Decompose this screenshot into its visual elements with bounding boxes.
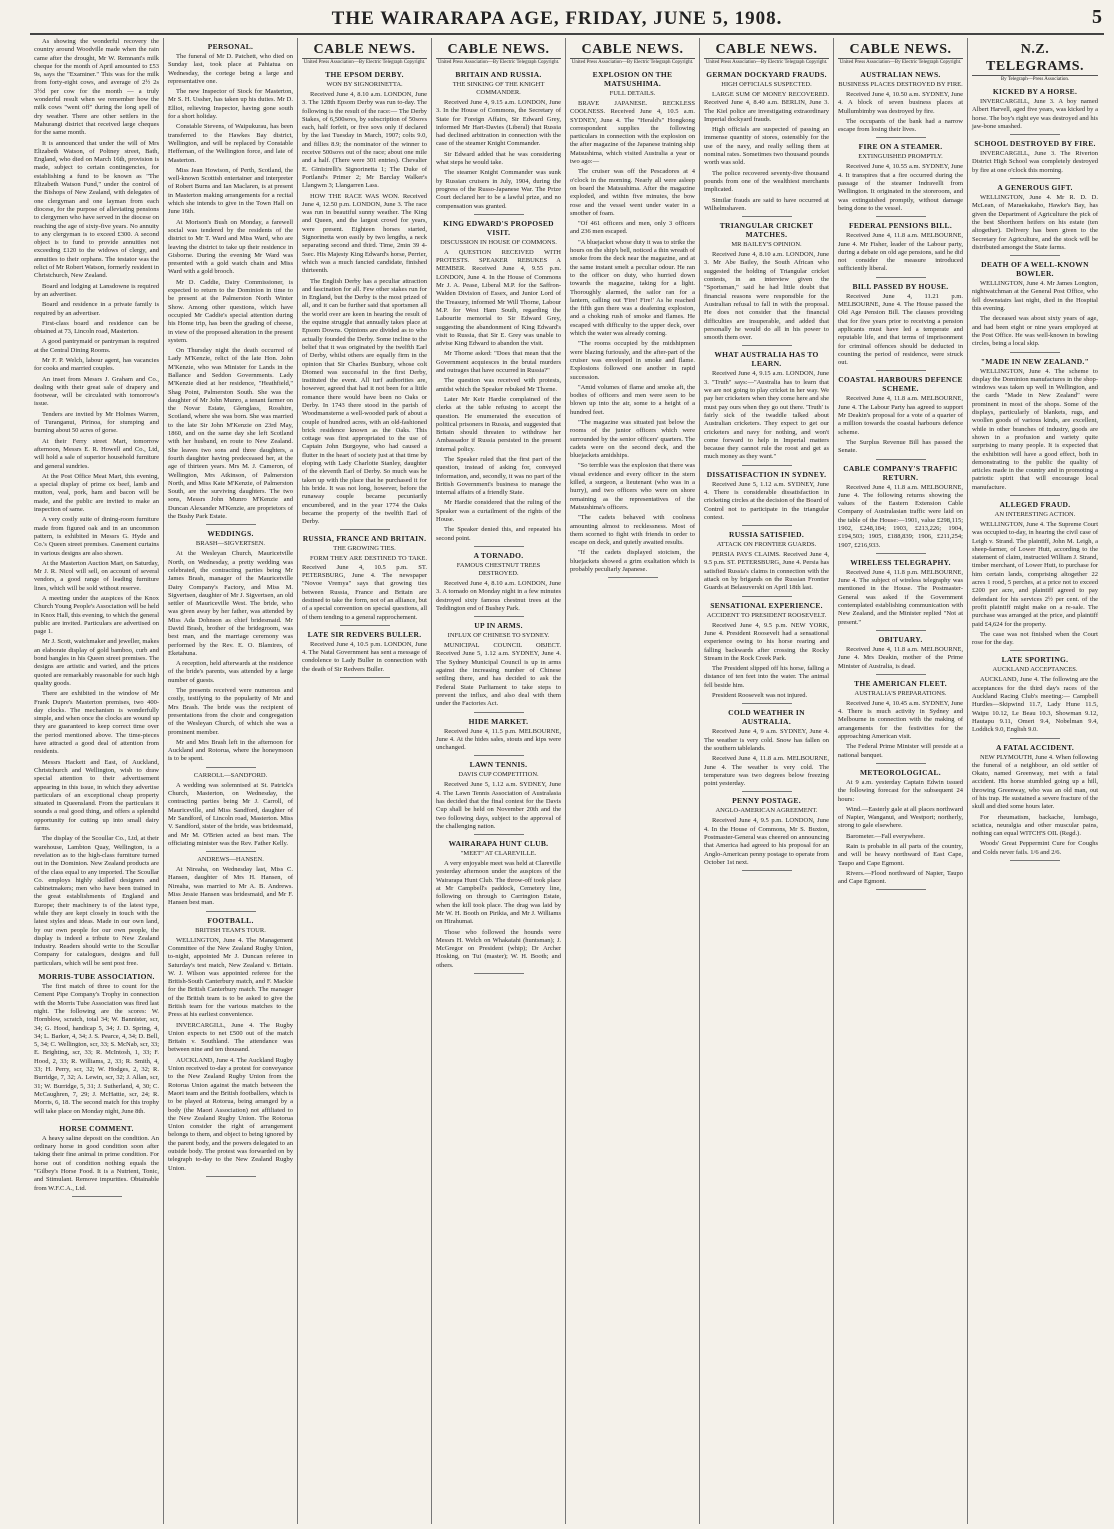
- article-headline: WAIRARAPA HUNT CLUB.: [448, 839, 549, 849]
- article-paragraph: At the Post Office Meat Mart, this evening, a special display of prime ox beef, lamb and mutton, veal, pork, ham and bacon will be made, and the public are invited to make an inspection of same.: [34, 472, 159, 514]
- article-paragraph: At the Masterton Auction Mart, on Saturday, Mr J. R. Nicol will sell, on account of several vendors, a good range of leading furniture lines, which will be sold without reserve.: [34, 559, 159, 592]
- article-paragraph: Constable Stevens, of Waipukurau, has been transferred to the Hawkes Bay district, Wellington, and will be replaced by Constable Heffernan, of the Wellington force, and late of Masterton.: [168, 123, 293, 164]
- article-headline: "MADE IN NEW ZEALAND.": [980, 356, 1090, 366]
- article-headline: HIDE MARKET.: [468, 716, 529, 726]
- article: [436, 717, 561, 757]
- article-paragraph: Mr and Mrs Brash left in the afternoon for Auckland and Rotorua, where the honeymoon is to be spent.: [168, 738, 293, 763]
- wire-credit: United Press Association—By Electric Telegraph Copyright.: [303, 60, 426, 65]
- article-paragraph: Received June 4, 9.5 p.m. NEW YORK, June 4. President Roosevelt had a sensational experience owing to his horse rearing and falling backwards after crossing the Rocky Stream in the Rock Creek Park.: [704, 621, 829, 662]
- article-paragraph: FORM THEY ARE DESTINED TO TAKE. Received June 4, 10.5 p.m. ST. PETERSBURG, June 4. The newspaper "Novoe Vremya" says that growing ties between Russia, France and Britain are destined to take the form, not of an alliance, but of a special convention on special questions, all of them tending to a general rapprochement.: [302, 555, 427, 621]
- article-headline: A TORNADO.: [473, 550, 524, 560]
- article: [570, 41, 695, 66]
- article: [436, 621, 561, 712]
- article-divider: [340, 677, 390, 678]
- article: [972, 41, 1098, 83]
- article-subheadline: THE SINKING OF THE KNIGHT COMMANDER.: [452, 81, 545, 96]
- article: [838, 41, 963, 66]
- article-paragraph: A heavy saline deposit on the condition. An ordinary horse in good condition soon after taking their fine animal in prime condition. For horse out of condition nothing equals the "Gilbey's Horse Food. It is a Nutrient, Tonic, and Stimulant. Remove impurities. Obtainable from W.F.C.A., Ltd.: [34, 1134, 159, 1192]
- article: [838, 464, 963, 554]
- article-headline: RUSSIA SATISFIED.: [729, 530, 804, 540]
- article-divider: [876, 553, 926, 554]
- article-divider: [474, 973, 524, 974]
- article-paragraph: Similar frauds are said to have occurred at Wilhelmshaven.: [704, 196, 829, 212]
- article-divider: [474, 546, 524, 547]
- article-divider: [742, 345, 792, 346]
- article: [838, 142, 963, 217]
- article-headline: MORRIS-TUBE ASSOCIATION.: [38, 972, 155, 982]
- article-headline: METEOROLOGICAL.: [860, 767, 941, 777]
- article-paragraph: Later Mr Keir Hardie complained of the clerks at the table refusing to accept the question. He enumerated the execution of political prisoners in Russia, and suggested that Britain should threaten to withdraw her Ambassador if Russia persisted in the present internal policy.: [436, 395, 561, 453]
- wire-credit: United Press Association—By Electric Telegraph Copyright.: [839, 60, 962, 65]
- article-paragraph: INVERCARGILL, June 3. The Riverton District High School was completely destroyed by fire at one o'clock this morning.: [972, 150, 1098, 174]
- article-paragraph: MUNICIPAL COUNCIL OBJECT. Received June 5, 1.12 a.m. SYDNEY, June 4. The Sydney Municipal Council is up in arms against the increasing number of Chinese settling there, and has decided to ask the Federal State Parliament to take steps to prevent the influx, and also deal with them under the Factories Act.: [436, 642, 561, 708]
- article-paragraph: "So terrible was the explosion that there was visual evidence and every officer in the stern killed, a surgeon, a lieutenant (who was in a hurry), and two officers who were on shore remaining as the representatives of the Matsushima's officers.: [570, 462, 695, 511]
- article: [704, 530, 829, 596]
- article: [436, 70, 561, 215]
- article-headline: SCHOOL DESTROYED BY FIRE.: [974, 139, 1096, 149]
- article-paragraph: LARGE SUM OF MONEY RECOVERED. Received June 4, 8.40 a.m. BERLIN, June 3. The Kiel police are investigating extraordinary Imperial dockyard frauds.: [704, 91, 829, 123]
- article: [302, 534, 427, 625]
- article-subheadline: ATTACK ON FRONTIER GUARDS.: [716, 541, 817, 549]
- article-headline: EXPLOSION ON THE MATSUSHIMA.: [592, 70, 673, 88]
- article: [704, 221, 829, 346]
- article-subheadline: BRASH—SIGVERTSEN.: [195, 540, 266, 548]
- article-paragraph: Rivers.—Flood northward of Napier, Taupo and Cape Egmont.: [838, 869, 963, 886]
- article-paragraph: The question was received with protests, amidst which the Speaker rebuked Mr Thorne.: [436, 377, 561, 393]
- article-paragraph: At Morison's Bush on Monday, a farewell social was tendered by the residents of the district to Mr T. Ward and Miss Ward, who are leaving the district to take up their residence in Gisborne. During the evening Mr Ward was presented with a gold watch chain and Miss Ward with a gold brooch.: [168, 218, 293, 276]
- article-divider: [72, 1119, 122, 1120]
- article-divider: [876, 630, 926, 631]
- newspaper-columns: [30, 38, 1104, 1524]
- article: [168, 916, 293, 1177]
- article-divider: [742, 465, 792, 466]
- article-headline: TRIANGULAR CRICKET MATCHES.: [719, 221, 814, 240]
- page-number: 5: [1092, 6, 1102, 28]
- article: [838, 282, 963, 372]
- article-paragraph: WELLINGTON, June 4. Mr James Longton, nightwatchman at the General Post Office, who fell downstairs last night, died in the Hospital this evening.: [972, 280, 1098, 313]
- article-divider: [608, 577, 658, 578]
- column-7: [834, 38, 968, 1524]
- article-divider: [206, 1176, 256, 1177]
- article-paragraph: Received June 4, 11.8 p.m. MELBOURNE, June 4. The subject of wireless telegraphy was mentioned in the House. The Postmaster-General was asked if the Government contemplated establishing communication with New Zealand, and the Minister replied "Not at present.": [838, 568, 963, 626]
- article: [838, 768, 963, 891]
- article-divider: [340, 625, 390, 626]
- article-divider: [474, 712, 524, 713]
- article-divider: [742, 703, 792, 704]
- article: [704, 796, 829, 871]
- article-subheadline: HIGH OFFICIALS SUSPECTED.: [721, 81, 812, 88]
- article: [168, 42, 293, 525]
- article: [302, 630, 427, 678]
- article-divider: [876, 216, 926, 217]
- article-paragraph: Received June 4, 11.8 a.m. MELBOURNE, June 4. The weather is very cold. The temperature was two degrees below freezing point yesterday.: [704, 755, 829, 788]
- article-paragraph: Mr J. Scott, watchmaker and jeweller, makes an elaborate display of gold bamboo, curb and bond bangles in his Queen street premises. The designs are artistic and varied, and the prices quoted are remarkably reasonable for such high quality goods.: [34, 638, 159, 687]
- article: [704, 70, 829, 217]
- article: [972, 655, 1098, 738]
- article-paragraph: A wedding was solemnised at St. Patrick's Church, Masterton, on Wednesday, the contracting parties being Mr J. Carroll, of Mauriceville, and Miss Sandford, daughter of Mr Sandford, of Lincoln road, Masterton. Miss V. Sandford, sister of the bride, was bridesmaid, and Mr M. O'Brien acted as best man. The officiating minister was the Rev. Father Kelly.: [168, 781, 293, 847]
- article-divider: [1010, 255, 1060, 256]
- article-paragraph: Wind.—Easterly gale at all places northward of Napier, Wanganui, and Westport; northerly, strong to gale elsewhere.: [838, 805, 963, 830]
- article-paragraph: The occupants of the bank had a narrow escape from losing their lives.: [838, 117, 963, 134]
- article-divider: [206, 851, 256, 852]
- article-divider: [742, 525, 792, 526]
- article-paragraph: "Amid volumes of flame and smoke aft, the bodies of officers and men were seen to be blown up into the air, some to a height of a hundred feet.: [570, 383, 695, 416]
- article-paragraph: Messrs Hackett and East, of Auckland, Christchurch and Wellington, wish to draw special attention to their advertisement appearing in this issue, in which they advertise particulars of an exceptional cheap property situated in Queensland. From the particulars it sounds a real good thing, and offers a splendid opportunity for cutting up into small dairy farms.: [34, 758, 159, 833]
- article-paragraph: The police recovered seventy-five thousand pounds from one of the wealthiest merchants implicated.: [704, 169, 829, 194]
- article-divider: [876, 370, 926, 371]
- section-banner: CABLE NEWS.: [838, 41, 963, 59]
- article-paragraph: Received June 4, 11.8 a.m. MELBOURNE, June 4. The Labour Party has agreed to support Mr Deakin's proposal for a vote of a quarter of a million towards the coastal harbours defence scheme.: [838, 395, 963, 436]
- article-subheadline: "MEET" AT CLAREVILLE.: [460, 850, 537, 858]
- article-headline: KING EDWARD'S PROPOSED VISIT.: [443, 218, 554, 237]
- article-divider: [876, 889, 926, 890]
- article: [838, 679, 963, 764]
- article-paragraph: A QUESTION RECEIVED WITH PROTESTS. SPEAKER REBUKES A MEMBER. Received June 4, 9.55 p.m. LONDON, June 4. In the House of Commons Mr J. A. Pease, Liberal M.P. for the Saffron-Walden Division of Essex, and Junior Lord of the Treasury, informed Mr Will Thorne, Labour M.P. for West Ham South, regarding the Labourite memorial to Sir Edward Grey, suggesting the abandonment of King Edward's visit to Russia, that Sir E. Grey was unable to advise King Edward to abandon the visit.: [436, 248, 561, 348]
- article-paragraph: The funeral of Mr D. Patchett, who died on Sunday last, took place at Pahiatua on Wednesday, the cortege being a large and representative one.: [168, 53, 293, 85]
- article-paragraph: High officials are suspected of passing an immense quantity of stores, ostensibly for the use of the navy, and really selling them at nominal rates. Sometimes two thousand pounds worth was sold.: [704, 126, 829, 167]
- article-divider: [1010, 860, 1060, 861]
- article-paragraph: A very costly suite of dining-room furniture made from figured oak and in an uncommon pattern, is exhibited in Messrs G. Hyde and Co.'s Queen street premises. Casement curtains in various designs are also shown.: [34, 516, 159, 557]
- article-headline: DISSATISFACTION IN SYDNEY.: [706, 469, 827, 479]
- article-headline: HORSE COMMENT.: [59, 1123, 134, 1133]
- article: [972, 139, 1098, 179]
- article-paragraph: President Roosevelt was not injured.: [712, 692, 808, 700]
- wire-credit: United Press Association—By Electric Telegraph Copyright.: [571, 60, 694, 65]
- article-paragraph: Tenders are invited by Mr Holmes Warren, of Turanganui, Pirinoa, for stumping and burning about 50 acres of gorse.: [34, 410, 159, 435]
- article-paragraph: It is announced that under the will of Mrs Elizabeth Watson, of Poltney street, Bath, England, who died on March 16th, provision is made, subject to certain contingencies, for establishing a fund to be known as "The Elizabeth Watson Fund," under the control of the Bishops of New Zealand, with delegates of one clergyman and one layman from each diocese, for the purpose of alleviating pensions to clergymen who have served in the diocese on reaching the age of sixty-five years. No annuity to any clergyman is to exceed £300. A second object is to fund to provide annuities not exceeding £120 to the widows of clergy, and annuities to their orphans. The testator was the relict of Mr Robert Watson, formerly resident in Christchurch, New Zealand.: [34, 139, 159, 280]
- article-divider: [340, 529, 390, 530]
- article-headline: GERMAN DOCKYARD FRAUDS.: [706, 70, 827, 79]
- article-paragraph: The new Inspector of Stock for Masterton, Mr S. H. Ussher, has taken up his duties. Mr D. Elliot, relieving Inspector, having gone south for a short holiday.: [168, 88, 293, 121]
- article-paragraph: Mr F. P. Welch, labour agent, has vacancies for cooks and married couples.: [34, 356, 159, 373]
- article-headline: ALLEGED FRAUD.: [999, 499, 1071, 509]
- article-paragraph: The Federal Prime Minister will preside at a national banquet.: [838, 743, 963, 759]
- article-divider: [206, 524, 256, 525]
- article-paragraph: At the Wesleyan Church, Mauricetville North, on Wednesday, a pretty wedding was celebrated, the contracting parties being Mr James Brash, manager of the Mauricetville Dairy Company's Factory, and Miss M. Sigvertsen, daughter of Mr J. Sigvertsen, an old settler of Mauriceville West. The bride, who was given away by her father, was attended by Miss Ada Dohnson as chief bridesmaid. Mr David Brash, brother of the bridegroom, was best man, and the marriage ceremony was performed by the Rev. E. O. Blamires, of Eketahuna.: [168, 550, 293, 657]
- article-paragraph: The Speaker ruled that the first part of the question, instead of asking for, conveyed information, and, secondly, it was no part of the British Government's business to manage the internal affairs of a friendly State.: [436, 455, 561, 497]
- article: [302, 41, 427, 66]
- article-paragraph: Received June 4, 9.5 p.m. LONDON, June 4. In the House of Commons, Mr S. Buxton, Postmaster-General was cheered on announcing that America had agreed to his proposal for an Anglo-American penny postage to operate from October 1st next.: [704, 817, 829, 866]
- article: [168, 772, 293, 852]
- article-paragraph: An inset from Messrs J. Graham and Co., dealing with their great sale of drapery and footwear, will be circulated with tomorrow's issue.: [34, 375, 159, 408]
- article: [838, 70, 963, 138]
- article-headline: LATE SPORTING.: [1001, 655, 1069, 665]
- article-subheadline: INFLUX OF CHINESE TO SYDNEY.: [447, 632, 550, 640]
- article: [972, 357, 1098, 496]
- article-paragraph: The first match of three to count for the Cement Pipe Company's Trophy in connection with the Morris Tube Association was fired last night. The following are the scores: W. Hornblow, scratch, total 34; W. Bannister, scr, 34; G. Hood, handicap 5, 34; J. D. Spring, 4, 34; L. Barker, 4, 34; J. S. Pearce, 4, 34; D. Bell, 5, 34; C. Wellington, scr, 33; S. McNab, scr, 33; E. Brighting, scr, 33; R. McIntosh, 1, 33; F. Hood, 2, 33; R. Williams, 2, 33; R. Smith, 4, 33; H. Perry, scr, 32; W. Hodges, 2, 32; R. Burridge, 7, 32; A. Lewin, scr, 32; J. Allan, scr, 31; W. Burridge, 5, 31; J. Sutherland, 4, 30; C. McCaughren, 7, 29; J. McHattie, scr, 24; R. Morris, 6, 18. The second match for this trophy will take place on Monday night, June 8th.: [34, 983, 159, 1115]
- column-4: [432, 38, 566, 1524]
- article-paragraph: "The rooms occupied by the midshipmen were blazing furiously, and the after-part of the cruiser was enveloped in smoke and flame. Explosions followed one another in rapid succession.: [570, 340, 695, 381]
- article-subheadline: ANGLO-AMERICAN AGREEMENT.: [715, 807, 818, 815]
- article: [704, 708, 829, 792]
- article-paragraph: Received June 5, 1.12 a.m. SYDNEY, June 4. The Lawn Tennis Association of Australasia has decided that the final contest for the Davis Cup shall be held on November 20th and the two following days, subject to the approval of the challenging nation.: [436, 781, 561, 830]
- article-paragraph: AUCKLAND, June 4. The Auckland Rugby Union received to-day a protest for conveyance to the New Zealand Rugby Union from the Rotorua Union against the match between the Maori team and the British footballers, which is to be played at Rotorua, being arranged by a body (the Maori Association) not affiliated to the New Zealand Rugby Union. The Rotorua Union consider the right of arrangement belongs to them, and object to being ignored by the parent body, and the powers delegated to an outside body. The protest was forwarded on by telegraph to-day to the New Zealand Rugby Union.: [168, 1056, 293, 1172]
- section-banner: N.Z. TELEGRAMS.: [972, 41, 1098, 76]
- article-headline: OBITUARY.: [878, 634, 923, 644]
- article-headline: FEDERAL PENSIONS BILL.: [848, 221, 953, 231]
- article-divider: [742, 791, 792, 792]
- article-subheadline: FULL DETAILS.: [609, 90, 656, 97]
- article-paragraph: Received June 4, 10.5 p.m. LONDON, June 4. The Natal Government has sent a message of condolence to Lady Buller in connection with the death of Sir Redvers Buller.: [302, 640, 427, 673]
- article-divider: [1010, 352, 1060, 353]
- section-banner: CABLE NEWS.: [436, 41, 561, 59]
- article-headline: CABLE COMPANY'S TRAFFIC RETURN.: [843, 463, 958, 482]
- article-paragraph: "Of 461 officers and men, only 3 officers and 236 men escaped.: [570, 220, 695, 236]
- masthead-rule: [30, 33, 1104, 35]
- article-paragraph: The display of the Scoullar Co., Ltd, at their warehouse, Lambton Quay, Wellington, is a revelation as to the high-class furniture turned out in the Dominion. New Zealand products are of the class equal to any imported. The Scoullar Co. employs highly skilled designers and cabinetmakers; men who have been trained in the great establishments of England and Europe; their machinery is of the latest type, while they are kept closely in touch with the latest styles and ideas. Made in our own land, by our own people for our own people, the display is indeed a tribute to New Zealand industry. Readers should write to the Scoullar Company for catalogues, designs and full particulars, which will be sent post free.: [34, 835, 159, 967]
- article-paragraph: Barometer.—Fall everywhere.: [846, 832, 925, 840]
- article-paragraph: A very enjoyable meet was held at Clareville yesterday afternoon under the auspices of the Wairarapa Hunt Club. The throw-off took place at Mr Campbell's paddock, Cemetery line, following on through to Carrington Estate, when the kill took place. The drag was laid by Mr W. H. Booth on Pirikia, and Mr J. Williams on Hirahumai.: [436, 860, 561, 926]
- article-divider: [876, 277, 926, 278]
- article-paragraph: The case was not finished when the Court rose for the day.: [972, 630, 1098, 647]
- article-divider: [474, 616, 524, 617]
- article-paragraph: The Surplus Revenue Bill has passed the Senate.: [838, 438, 963, 455]
- section-banner: CABLE NEWS.: [302, 41, 427, 59]
- article-paragraph: Received June 4, 10.55 a.m. SYDNEY, June 4. It transpires that a fire occurred during the passage of the steamer Indravelli from Wellington. It originated in the storeroom, and was extinguished promptly, without damage being done to the vessel.: [838, 163, 963, 212]
- masthead: [0, 0, 1114, 34]
- article-paragraph: WELLINGTON, June 4. The scheme to display the Dominion manufactures in the shop-windows was taken up well in Wellington, and the cards "Made in New Zealand" were prominent in most of the shops. Some of the displays, particularly of blankets, rugs, and woollen goods of various kinds, are excellent, while in other branches of industry, goods are shown in a profusion and variety quite surprising to many people. It is expected that the exhibition will have a good effect, both in demonstrating to the public the quality of articles made in the country and in promoting a patriotic spirit that will encourage local manufacture.: [972, 367, 1098, 491]
- column-1: [30, 38, 164, 1524]
- article-paragraph: For rheumatism, backache, lumbago, sciatica, neuralgia and other muscular pains, nothing can equal WITCH'S OIL (Regd.).: [972, 813, 1098, 838]
- article-headline: KICKED BY A HORSE.: [992, 87, 1078, 96]
- article-headline: A FATAL ACCIDENT.: [995, 742, 1075, 752]
- article-paragraph: PERSIA PAYS CLAIMS. Received June 4, 9.5 p.m. ST. PETERSBURG, June 4. Persia has satisfied Russia's claims in connection with the attack on by brigands on the Russian Frontier Guards at Belasuverski on April 18th last.: [704, 551, 829, 592]
- article-paragraph: Sir Edward added that he was considering what steps he would take.: [436, 150, 561, 167]
- article-paragraph: Miss Jean Howison, of Perth, Scotland, the well-known Scottish entertainer and interpreter of Robert Burns and Ian Maclaren, is at present in Masterton making arrangements for a recital which she intends to give in the Town Hall on June 16th.: [168, 166, 293, 216]
- article-paragraph: INVERCARGILL, June 3. A boy named Albert Harvell, aged five years, was kicked by a horse. The boy's right eye was destroyed and his jaw-bone smashed.: [972, 98, 1098, 130]
- article-divider: [876, 459, 926, 460]
- article-paragraph: BRAVE JAPANESE. RECKLESS COOLNESS. Received June 4, 10.5 a.m. SYDNEY, June 4. The "Herald's" Hongkong correspondent supplies the following particulars in connection with the explosion on the after magazine of the Japanese training ship Matsushima, which visited Australia a year or two ago:—: [570, 100, 695, 166]
- article: [972, 500, 1098, 651]
- article-paragraph: The Speaker denied this, and repeated his second point.: [436, 526, 561, 542]
- article-divider: [876, 674, 926, 675]
- article-divider: [1010, 134, 1060, 135]
- article-headline: THE EPSOM DERBY.: [325, 70, 404, 79]
- article: [570, 70, 695, 578]
- article-paragraph: Received June 4, 11.5 p.m. MELBOURNE, June 4. At the hides sales, stouts and kips were unchanged.: [436, 727, 561, 752]
- article-headline: PENNY POSTAGE.: [732, 796, 801, 806]
- article: [972, 260, 1098, 352]
- article-subheadline: THE GROWING TIES.: [333, 545, 396, 553]
- article: [838, 221, 963, 277]
- article-headline: RUSSIA, FRANCE AND BRITAIN.: [302, 534, 427, 544]
- article-subheadline: BRITISH TEAM'S TOUR.: [195, 926, 266, 934]
- article: [168, 856, 293, 911]
- article-divider: [876, 763, 926, 764]
- article-divider: [474, 755, 524, 756]
- article: [34, 38, 159, 968]
- article-divider: [206, 911, 256, 912]
- article-paragraph: NEW PLYMOUTH, June 4. When following the funeral of a neighbour, an old settler of Okato, named Greenway, met with a fatal accident. His horse stumbled going up a hill, throwing Greenway, who was an old man, out of his trap. He sustained a severe fracture of the skull and died some hours later.: [972, 753, 1098, 811]
- article-divider: [206, 767, 256, 768]
- article-paragraph: A good pantrymaid or pantryman is required at the Central Dining Rooms.: [34, 338, 159, 354]
- article-paragraph: INVERCARGILL, June 4. The Rugby Union expects to net £500 out of the match Britain v. Southland. The attendance was between nine and ten thousand.: [168, 1021, 293, 1054]
- article-paragraph: At Nireaha, on Wednesday last, Miss C. Hansen, daughter of Mrs H. Hansen, of Nireaha, was married to Mr A. B. Andrews. Miss Jessie Hansen was bridesmaid, and Mr F. Hansen best man.: [168, 866, 293, 907]
- section-banner: CABLE NEWS.: [570, 41, 695, 59]
- article-divider: [876, 137, 926, 138]
- article-paragraph: There are exhibited in the window of Mr Frank Dupre's Masterton premises, two 400-day clocks. The mechanism is wonderfully simple, and when once the clocks are wound up they are guaranteed to keep correct time over the period mentioned above. The time-pieces have attracted a good deal of attention from residents.: [34, 690, 159, 756]
- article: [436, 41, 561, 66]
- article-paragraph: The steamer Knight Commander was sunk by Russian cruisers in July, 1904, during the progress of the Russo-Japanese War. The Prize Court declared her to be a lawful prize, and no compensation was granted.: [436, 169, 561, 210]
- article-paragraph: "The cadets behaved with coolness amounting almost to recklessness. Most of them scorned to fight with friends in order to escape on deck, and quietly awaited results.: [570, 514, 695, 547]
- article: [436, 551, 561, 617]
- article-paragraph: Received June 4, 9.15 a.m. LONDON, June 3. "Truth" says:—"Australia has to learn that we are not going to play cricket in her way. We pay her cricketers when they come here and she must pay ours when they go out there. 'Truth' is fairly sick of the twaddle talked about Australian cricketers. They expect to get our cricketers and navy for nothing, and won't come forward to help in Imperial matters because they cannot rule the roost and get as much money as they want.": [704, 370, 829, 461]
- article: [34, 1124, 159, 1197]
- article: [972, 87, 1098, 135]
- article-paragraph: Received June 4, 11.21 p.m. MELBOURNE, June 4. The House passed the Old Age Pension Bill. The clauses providing that for five years prior to receiving a pension applicants must have led a temperate and reputable life, and that terms of imprisonment for criminal offences should be deducted in counting the period of residence, were struck out.: [838, 292, 963, 367]
- article-paragraph: Received June 4, 11.8 a.m. MELBOURNE, June 4. The following returns showing the values of the Eastern Extension Cable Company of Australasian traffic were laid on the table of the House:—1901, value £298,115; 1902, £248,184; 1903, £213,226; 1904, £194,503; 1905, £188,839; 1906, £211,254; 1907, £216,933.: [838, 483, 963, 549]
- article: [838, 375, 963, 459]
- column-5: [566, 38, 700, 1524]
- article-headline: FIRE ON A STEAMER.: [858, 142, 943, 152]
- article-headline: COASTAL HARBOURS DEFENCE SCHEME.: [838, 375, 963, 394]
- article-subheadline: FAMOUS CHESTNUT TREES DESTROYED.: [456, 561, 541, 577]
- article-paragraph: A reception, held afterwards at the residence of the bride's parents, was attended by a large number of guests.: [168, 660, 293, 684]
- article-paragraph: HOW THE RACE WAS WON. Received June 4, 12.50 p.m. LONDON, June 3. The race was run in beautiful sunny weather. The King and Queen, and the largest crowd for years, were present. Eighteen horses started, Signorinetta won easily by two lengths, a neck separating second and third. Time, 2min 39 4-5sec. His Majesty King Edward's horse, Perrier, which was a much fancied candidate, finished thirteenth.: [302, 192, 427, 275]
- newspaper-title: THE WAIRARAPA AGE, FRIDAY, JUNE 5, 1908.: [331, 8, 783, 29]
- article-paragraph: The President slipped off his horse, falling a distance of ten feet into the water. The animal fell beside him.: [704, 665, 829, 689]
- article-paragraph: Received June 4, 11.8 a.m. MELBOURNE, June 4. Mr Fisher, leader of the Labour party, during a debate on old age pensions, said he did not consider the measure introduced sufficiently liberal.: [838, 232, 963, 273]
- wire-credit: By Telegraph—Press Association.: [1000, 77, 1070, 82]
- article-paragraph: "The magazine was situated just below the rooms of the junior officers which were surrounded by the senior officers' quarters. The cadets were on the second deck, and the bluejackets amidships.: [570, 418, 695, 460]
- article-subheadline: CARROLL—SANDFORD.: [193, 771, 268, 779]
- article-paragraph: The presents received were numerous and costly, testifying to the popularity of Mr and Mrs Brash. The bride was the recipient of presentations from the choir and congregation of the Wesleyan Church, of which she was a prominent member.: [168, 687, 293, 736]
- article-subheadline: AUSTRALIA'S PREPARATIONS.: [854, 689, 947, 697]
- article-divider: [474, 834, 524, 835]
- wire-credit: United Press Association—By Electric Telegraph Copyright.: [437, 60, 560, 65]
- article-divider: [1010, 495, 1060, 496]
- article-paragraph: At 9 a.m. yesterday Captain Edwin issued the following forecast for the subsequent 24 hours:: [838, 778, 963, 803]
- article-paragraph: WELLINGTON, June 4. Mr R. D. D. McLean, of Maraekakaho, Hawke's Bay, has given the Department of Agriculture the pick of the best Shorthorn heifers on his estate (ten altogether). Delivery has been given to the Secretary for Agriculture, and the stock will be distributed amongst the State farms.: [972, 194, 1098, 251]
- article-paragraph: The deceased was about sixty years of age, and had been eight or nine years employed at the Post Office. He was well-known in bowling circles, being a local skip.: [972, 315, 1098, 348]
- article-paragraph: Board and residence in a private family is required by an advertiser.: [34, 301, 159, 317]
- article-subheadline: ACCIDENT TO PRESIDENT ROOSEVELT.: [706, 611, 827, 619]
- article-paragraph: Received June 4, 9.15 a.m. LONDON, June 3. In the House of Commons, the Secretary of State for Foreign Affairs, Sir Edward Grey, informed Mr Hart-Davies (Liberal) that Russia had declined arbitration in connection with the case of the steamer Knight Commander.: [436, 99, 561, 148]
- article: [972, 743, 1098, 862]
- article-subheadline: WON BY SIGNORINETTA.: [326, 81, 403, 88]
- article-headline: LATE SIR REDVERS BULLER.: [307, 629, 422, 639]
- article-headline: COLD WEATHER IN AUSTRALIA.: [728, 708, 805, 727]
- article-paragraph: Received June 4, 10.50 a.m. SYDNEY, June 4. A block of seven business places at Mullumbimby was destroyed by fire.: [838, 91, 963, 115]
- article-paragraph: Received June 4, 9 a.m. SYDNEY, June 4. The weather is very cold. Snow has fallen on the southern tablelands.: [704, 728, 829, 752]
- article-subheadline: MR BAILEY'S OPINION.: [731, 241, 802, 249]
- article: [704, 470, 829, 526]
- article: [972, 183, 1098, 256]
- article-headline: WIRELESS TELEGRAPHY.: [850, 557, 951, 567]
- article-paragraph: Woods' Great Peppermint Cure for Coughs and Colds never fails. 1/6 and 2/6.: [972, 840, 1098, 856]
- article-headline: BRITAIN AND RUSSIA.: [455, 70, 542, 79]
- article-headline: DEATH OF A WELL-KNOWN BOWLER.: [981, 260, 1089, 279]
- article-subheadline: AUCKLAND ACCEPTANCES.: [992, 666, 1078, 674]
- article-paragraph: Received June 4, 8.10 a.m. LONDON, June 3. A tornado on Monday night in a few minutes destroyed sixty famous chestnut trees at the Teddington end of Bushey Park.: [436, 579, 561, 612]
- article-subheadline: BUSINESS PLACES DESTROYED BY FIRE.: [838, 81, 963, 88]
- article-paragraph: Received June 4, 8.10 a.m. LONDON, June 3. The 128th Epsom Derby was run to-day. The following is the result of the race:— The Derby Stakes, of 6,500sovs, by subscription of 50sovs each, half forfeit, or five sovs only if declared by the last Tuesday in March, 1907; colts 9.0, and fillies 8.9; the nominator of the winner to receive 500sovs out of the race; about one mile and a half. (There were 301 entries). Chevalier E. Ginistrelli's Signorinetta 1; The Duke of Portland's Primer 2; Mr Barclay Walker's Llangwm 3; Llangarren Lass.: [302, 91, 427, 190]
- article-paragraph: Received June 4, 8.10 a.m. LONDON, June 3. Mr Abe Bailey, the South African who suggested the holding of Triangular cricket contests, in an interview given the "Sportsman," said he had little doubt that financial reasons were responsible for the Australian refusal to fall in with the proposal. He does not consider that the financial difficulties are insuperable, and added that personally he would do all in his power to smooth them over.: [704, 251, 829, 342]
- article-headline: FOOTBALL.: [207, 915, 254, 925]
- article-paragraph: As showing the wonderful recovery the country around Woodville made when the rain came after the drought, Mr W. Remnant's milk cheque for the month of April amounted to £53 9s, says the "Examiner." This was for the milk from forty-eight cows, and average of 2½ 2s 3½d per cow for the month — a truly wonderful result when we remember how the milk cows "went off" during the long spell of dry weather. There are other settlers in the Mahurangi district that received large cheques for the same month.: [34, 38, 159, 137]
- article-headline: PERSONAL.: [207, 42, 254, 51]
- article-divider: [1010, 178, 1060, 179]
- column-6: [700, 38, 834, 1524]
- article-divider: [742, 596, 792, 597]
- column-8: [968, 38, 1102, 1524]
- article: [302, 70, 427, 530]
- article-subheadline: DAVIS CUP COMPETITION.: [458, 771, 539, 779]
- article-paragraph: Received June 5, 1.12 a.m. SYDNEY, June 4. There is considerable dissatisfaction in cricketing circles at the decision of the Board of Control not to participate in the triangular contest.: [704, 480, 829, 521]
- article-headline: WHAT AUSTRALIA HAS TO LEARN.: [714, 350, 819, 369]
- article-subheadline: EXTINGUISHED PROMPTLY.: [858, 153, 943, 161]
- article-subheadline: DISCUSSION IN HOUSE OF COMMONS.: [440, 238, 557, 246]
- article: [168, 529, 293, 767]
- article-paragraph: The cruiser was off the Pescadores at 4 o'clock in the morning. Nearly all were asleep on board the Matsushima. After the magazine exploded, and within five minutes, the bow rose and the vessel went under water in a smother of foam.: [570, 168, 695, 217]
- article-paragraph: A meeting under the auspices of the Knox Church Young People's Association will be held in Knox Hall, this evening, to which the general public are invited. Particulars are advertised on page 1.: [34, 595, 159, 636]
- article-paragraph: Mr Hardie considered that the ruling of the Speaker was a curtailment of the rights of the House.: [436, 499, 561, 524]
- article-paragraph: WELLINGTON, June 4. The Supreme Court was occupied to-day, in hearing the civil case of Leigh v. Strand. The plaintiff, John M. Leigh, a sheep-farmer, of Lower Hutt, according to the statement of claim, instructed William J. Strand, timber merchant, of Lower Hutt, to purchase for him certain lands, comprising altogether 22 acres 1 rood, 5 perches, at a price not to exceed £200 per acre, and plaintiff agreed to pay defendant for his services 2½ per cent. of the profit plaintiff might make on a re-sale. The purchase was arranged at the price, and plaintiff paid £4,624 for the property.: [972, 520, 1098, 628]
- article-paragraph: "If the cadets displayed stoicism, the bluejackets showed a grim exaltation which is probably peculiarly Japanese.: [570, 549, 695, 574]
- article-paragraph: Mr Thorne asked: "Does that mean that the Government acquiesces in the brutal murders and outrages that have occurred in Russia?": [436, 350, 561, 375]
- article-paragraph: First-class board and residence can be obtained at 73, Lincoln road, Masterton.: [34, 319, 159, 336]
- article-paragraph: Received June 4, 11.8 a.m. MELBOURNE, June 4. Mrs Deakin, mother of the Prime Minister of Australia, is dead.: [838, 645, 963, 670]
- article-divider: [1010, 738, 1060, 739]
- article-headline: BILL PASSED BY HOUSE.: [852, 281, 949, 291]
- article-paragraph: Received June 4, 10.45 a.m. SYDNEY, June 4. There is much activity in Sydney and Melbourne in connection with the making of arrangements for the festivities for the approaching American visit.: [838, 699, 963, 741]
- wire-credit: United Press Association—By Electric Telegraph Copyright.: [705, 60, 828, 65]
- article: [838, 558, 963, 631]
- article: [34, 972, 159, 1120]
- article-subheadline: AN INTERESTING ACTION.: [994, 510, 1076, 518]
- article-paragraph: AUCKLAND, June 4. The following are the acceptances for the third day's races of the Auckland Racing Club's meeting:— Campbell Hurdles—Skipwind 11.7, Lady Hune 11.5, Waipu 10.12, Le Beau 10.3, Showman 9.12, Hautapu 9.11, Omeri 9.4, Nobelman 9.4, Loddick 9.0, English 9.0.: [972, 676, 1098, 734]
- article-paragraph: At their Ferry street Mart, tomorrow afternoon, Messrs E. R. Howell and Co., Ltd, will hold a sale of superior household furniture and general sundries.: [34, 437, 159, 470]
- article-divider: [742, 870, 792, 871]
- article-paragraph: WELLINGTON, June 4. The Management Committee of the New Zealand Rugby Union, to-night, appointed Mr J. Duncan referee in Saturday's test match, New Zealand v. Britain. W. J. Wilson was appointed referee for the British-South Canterbury match, and F. Mackie for the British Canterbury match. The manager of the British team is to be asked to give the British team for the various matches to the Press at his earliest convenience.: [168, 936, 293, 1019]
- article: [704, 601, 829, 705]
- article-paragraph: Board and lodging at Lansdowne is required by an advertiser.: [34, 282, 159, 298]
- article-headline: AUSTRALIAN NEWS.: [860, 70, 941, 79]
- article-paragraph: Those who followed the hounds were Messrs H. Welch on Whakatahi (huntsman); J. McGregor on President (whip); Dr Archer Hosking, on Tui (master); W. H. Booth; and others.: [436, 928, 561, 969]
- article: [436, 760, 561, 835]
- article-divider: [474, 214, 524, 215]
- article: [838, 635, 963, 675]
- article: [704, 350, 829, 465]
- article: [704, 41, 829, 66]
- article-headline: WEDDINGS.: [207, 529, 254, 539]
- column-2: [164, 38, 298, 1524]
- article-paragraph: Rain is probable in all parts of the country, and will be heavy northward of East Cape, Taupo and Cape Egmont.: [838, 843, 963, 867]
- section-banner: CABLE NEWS.: [704, 41, 829, 59]
- article-divider: [1010, 650, 1060, 651]
- article-headline: SENSATIONAL EXPERIENCE.: [710, 600, 823, 610]
- article-paragraph: On Thursday night the death occurred of Lady M'Kenzie, relict of the late Hon. John M'Kenzie, who was Minister for Lands in the Ballance and Seddon Governments. Lady M'Kenzie died at her residence, "Heathfield," Shag Point, Palmerston South. She was the daughter of Mr John Munro, a tenant farmer on the Novar Estate, Glenglass, Rosshire, Scotland, where she was born. She was married to the late Sir John M'Kenzie on 23rd May, 1860, and on the same day she left Scotland with her husband, en route to New Zealand. She leaves two sons and three daughters, a fourth daughter having predeceased her, at the age of thirteen years. Mrs M. J. Cameron, of Wellington, Mrs Atkinson, of Palmerston North, and Miss Kate M'Kenzie, of Palmerston South, are the surviving daughters. The two sons, Messrs John Munro M'Kenzie and Duncan Alexander M'Kenzie, are proprietors of the Bushy Park Estate.: [168, 347, 293, 521]
- article-divider: [742, 216, 792, 217]
- column-3: [298, 38, 432, 1524]
- article-headline: A GENEROUS GIFT.: [997, 183, 1073, 193]
- article: [436, 219, 561, 547]
- article: [436, 839, 561, 974]
- article-headline: THE AMERICAN FLEET.: [854, 678, 947, 688]
- article-paragraph: The English Derby has a peculiar attraction and fascination for all. Few other stakes run for in England, but the Derby is the most prized of all, and it can be further said that sportsmen all the world over are keen in hearing the result of the equine struggle that annually takes place at Epsom Downs. Opinions are divided as to who actually founded the Derby. Some incline to the belief that it was originated by the twelfth Earl of Derby, whilst others are equally firm in the opinion that Sir Charles Bunbury, whose colt Diomed was successful in the first Derby, instituted the event. All turf authorities are, however, agreed that had it not been for a little romance there would have been no Oaks or Derby. In 1743 there stood in the parish of Woodmansterne a well-wooded park of about a couple of hundred acres, with an old-fashioned brick residence known as the Oaks. This cottage was first appropriated to the use of Captain John Burgoyne, who had caused a flutter in the heart of society just at that time by eloping with Lady Charlotte Stanley, daughter of the eleventh Earl of Derby. So much was he taken up with the place that he purchased it for his bride. It was not long, however, before the runaway couple became pecuniarily encumbered, and in the year 1774 the Oaks became the property of the twelfth Earl of Derby.: [302, 277, 427, 526]
- article-headline: UP IN ARMS.: [474, 621, 523, 631]
- article-headline: LAWN TENNIS.: [469, 760, 528, 770]
- article-subheadline: ANDREWS—HANSEN.: [197, 856, 264, 864]
- article-paragraph: "A bluejacket whose duty it was to strike the hours on the ship's bell, noticed a thin wreath of smoke from the deck near the magazine, and at the same instant smelt a peculiar odour. He ran to the officer on duty, who hurried down towards the magazine, taking for a light. Thoroughly alarmed, the sailor ran for a lantern, calling out 'Fire! Fire!' As he reached the fifth gun there was a deafening explosion, and a choking rush of smoke and flames. He escaped with difficulty to the upper deck, over which the water was already coming.: [570, 238, 695, 338]
- article-paragraph: Mr D. Caddie, Dairy Commissioner, is expected to return to the Dominion in time to be present at the Palmerston North Winter Show. Among other questions, which have occupied Mr Caddie's special attention during his Home trip, has been the grading of cheese, in view of the proposed alteration in the present system.: [168, 278, 293, 344]
- article-divider: [72, 1196, 122, 1197]
